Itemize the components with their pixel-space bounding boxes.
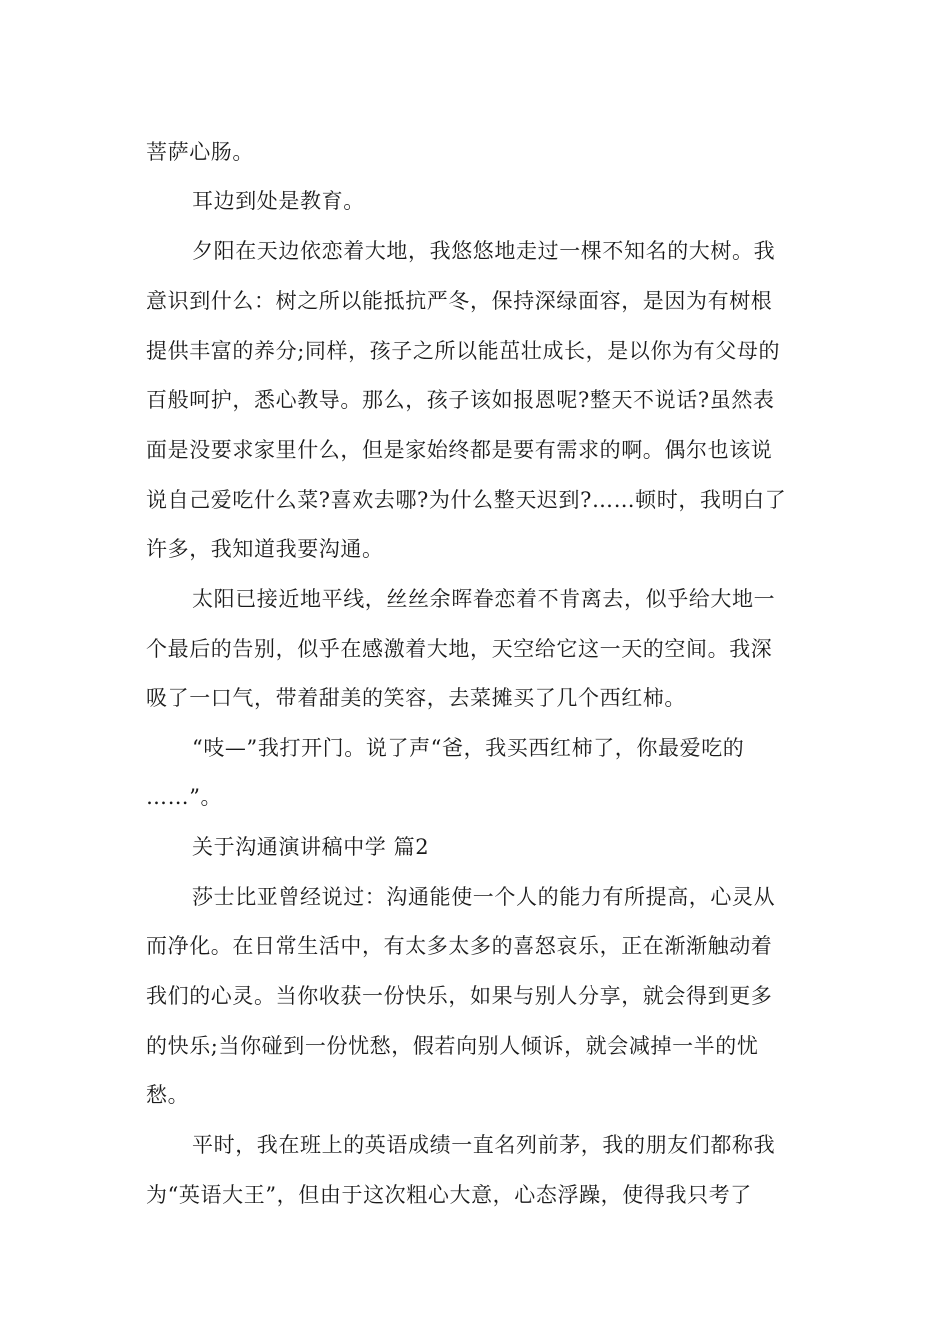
text-line: 面是没要求家里什么，但是家始终都是要有需求的啊。偶尔也该说 — [146, 438, 773, 462]
text-line: 太阳已接近地平线，丝丝余晖眷恋着不肯离去，似乎给大地一 — [192, 587, 776, 611]
text-line: 百般呵护，悉心教导。那么，孩子该如报恩呢?整天不说话?虽然表 — [146, 388, 775, 412]
text-line: 而净化。在日常生活中，有太多太多的喜怒哀乐，正在渐渐触动着 — [146, 934, 773, 958]
text-line: 为“英语大王”，但由于这次粗心大意，心态浮躁，使得我只考了 — [146, 1183, 752, 1207]
text-line: 说自己爱吃什么菜?喜欢去哪?为什么整天迟到?……顿时，我明白了 — [146, 488, 787, 512]
text-line: 提供丰富的养分;同样，孩子之所以能茁壮成长，是以你为有父母的 — [146, 339, 781, 363]
text-line: 平时，我在班上的英语成绩一直名列前茅，我的朋友们都称我 — [192, 1133, 776, 1157]
text-line: 许多，我知道我要沟通。 — [146, 537, 384, 561]
text-line: 菩萨心肠。 — [146, 140, 254, 164]
text-line: 个最后的告别，似乎在感激着大地，天空给它这一天的空间。我深 — [146, 637, 773, 661]
text-line: 我们的心灵。当你收获一份快乐，如果与别人分享，就会得到更多 — [146, 984, 773, 1008]
text-line: 夕阳在天边依恋着大地，我悠悠地走过一棵不知名的大树。我 — [192, 239, 776, 263]
section-heading: 关于沟通演讲稿中学 篇2 — [192, 835, 430, 859]
text-line: “吱—”我打开门。说了声“爸，我买西红柿了，你最爱吃的 — [192, 736, 745, 760]
text-line: 愁。 — [146, 1083, 190, 1107]
text-line: 吸了一口气，带着甜美的笑容，去菜摊买了几个西红柿。 — [146, 686, 686, 710]
text-line: ……”。 — [146, 785, 223, 809]
text-line: 意识到什么：树之所以能抵抗严冬，保持深绿面容，是因为有树根 — [146, 289, 773, 313]
text-line: 莎士比亚曾经说过：沟通能使一个人的能力有所提高，心灵从 — [192, 885, 776, 909]
text-line: 的快乐;当你碰到一份忧愁，假若向别人倾诉，就会减掉一半的忧 — [146, 1034, 759, 1058]
text-line: 耳边到处是教育。 — [192, 189, 365, 213]
